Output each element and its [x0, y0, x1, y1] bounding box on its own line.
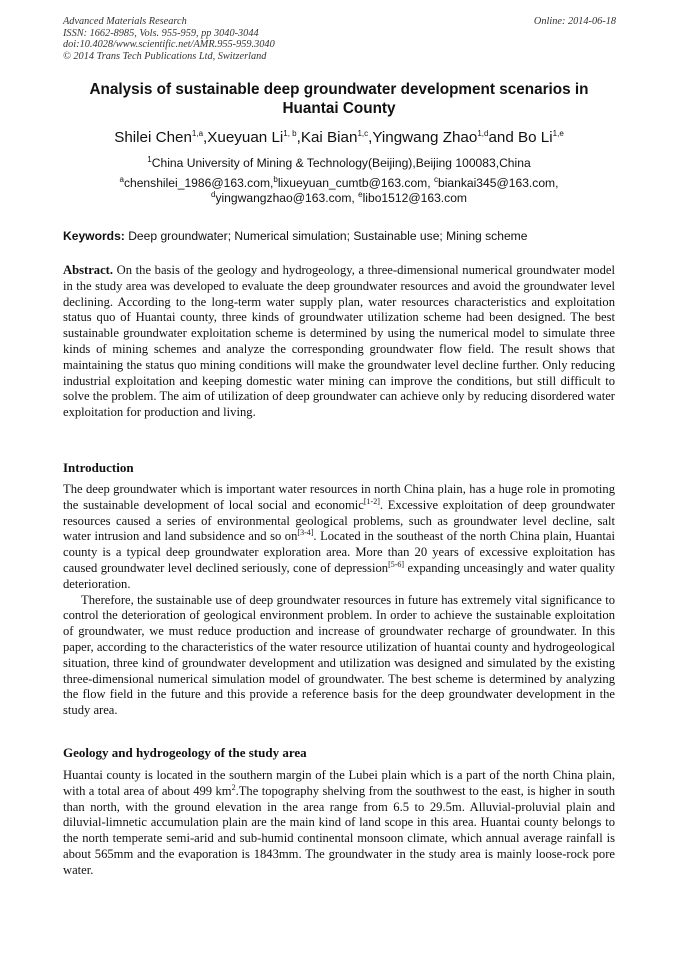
email-sup: d — [210, 189, 216, 199]
author-sup: 1,e — [552, 128, 564, 138]
paragraph-text: . Located in the southeast of the north China plain, Huantai county is a typical deep groundwater exploration area. More than 20 years of excessive exploitation has caused groundwater level declined seriously, cone of depression — [63, 529, 615, 575]
paragraph-text: expanding unceasingly and water quality deterioration. — [63, 560, 616, 591]
email-sup: b — [273, 174, 278, 184]
section-heading-geology: Geology and hydrogeology of the study area — [63, 745, 307, 760]
email-address[interactable]: yingwangzhao@163.com, — [215, 191, 359, 205]
affiliation — [63, 156, 615, 171]
email-address[interactable]: lixueyuan_cumtb@163.com, — [277, 176, 434, 190]
email-address[interactable]: libo1512@163.com — [362, 191, 468, 205]
abstract — [63, 263, 615, 421]
email-list — [63, 176, 615, 206]
keywords-label: Keywords: — [63, 229, 125, 243]
author-sup: 1,c — [357, 128, 369, 138]
citation[interactable]: [1-2] — [363, 496, 380, 506]
online-date: Online: 2014-06-18 — [533, 16, 616, 27]
geology-body — [63, 768, 615, 879]
author-last-sep: and — [488, 129, 519, 146]
email-sup: e — [358, 189, 363, 199]
citation[interactable]: [5-6] — [388, 559, 405, 569]
keywords-text: Deep groundwater; Numerical simulation; Sustainable use; Mining scheme — [124, 229, 528, 243]
paragraph-text: The deep groundwater which is important water resources in north China plain, has a huge role in promoting the sustainable development of local social and economic — [63, 482, 615, 512]
email-sup: c — [433, 174, 438, 184]
author-sup: 1, b — [283, 128, 297, 138]
affiliation-text: China University of Mining & Technology(Beijing),Beijing 100083,China — [151, 156, 531, 170]
citation[interactable]: [3-4] — [297, 528, 314, 538]
author-name: Yingwang Zhao — [372, 129, 478, 146]
author-sep: , — [368, 129, 373, 146]
author-name: Bo Li — [518, 129, 553, 146]
author-sup: 1,d — [477, 128, 489, 138]
abstract-text: On the basis of the geology and hydrogeology, a three-dimensional numerical groundwater model in the study area was developed to evaluate the deep groundwater resources and avoid the groundwater level declining. According to the long-term water supply plan, water resources characteristics and exploitation status quo of Huantai county, three kinds of groundwater utilization scheme had been designed. The best sustainable groundwater exploitation scheme is determined by using the numerical model to simulate three kinds of mining schemes and analyze the corresponding groundwater flow field. The result shows that maintaining the status quo mining conditions will make the groundwater level decline further. Only reducing industrial exploitation and keeping domestic water mining can improve the conditions, but still difficult to solve the problem. The aim of utilization of deep groundwater can achieve only by reducing disordered water exploitation for production and living. — [63, 263, 615, 420]
paper-title: Analysis of sustainable deep groundwater development scenarios in Huantai County — [89, 81, 589, 117]
paragraph — [63, 482, 615, 593]
paragraph-text: Huantai county is located in the southern margin of the Lubei plain which is a part of the north China plain, with a total area of about 499 km — [63, 768, 615, 798]
author-name: Kai Bian — [300, 129, 358, 146]
journal-name: Advanced Materials Research — [63, 16, 187, 27]
section-heading-introduction: Introduction — [63, 460, 134, 475]
author-sup: 1,a — [191, 128, 204, 138]
author-name: Shilei Chen — [114, 129, 192, 146]
paragraph — [63, 768, 615, 879]
paragraph-text: .The topography shelving from the southwest to the east, is higher in south than north, with the ground elevation in the area range from 6.5 to 29.5m. Alluvial-proluvial plain and diluvial-limnetic accumulation plain are the main kind of land scope in this area. Huantai county belongs to the north temperate semi-arid and sub-humid continental monsoon climate, which annual average rainfall is about 565mm and the evaporation is 1843mm. The groundwater in the study area is mainly loose-rock pore water. — [63, 783, 615, 877]
introduction-body — [63, 482, 615, 719]
email-address[interactable]: biankai345@163.com, — [437, 176, 559, 190]
copyright-line: © 2014 Trans Tech Publications Ltd, Switzerland — [63, 50, 267, 62]
paragraph-text: . Excessive exploitation of deep groundwater resources caused a series of environmental geological problems, such as groundwater level decline, salt water intrusion and land subsidence and so on — [63, 497, 615, 544]
keywords — [63, 229, 615, 244]
journal-header — [63, 16, 275, 62]
email-address[interactable]: chenshilei_1986@163.com, — [123, 176, 274, 190]
author-sep: , — [296, 129, 301, 146]
superscript: 2 — [231, 782, 236, 792]
issn-line: ISSN: 1662-8985, Vols. 955-959, pp 3040-3044 — [63, 27, 259, 39]
paragraph: Therefore, the sustainable use of deep groundwater resources in future has extremely vital significance to control the deterioration of geological environment problem. In order to achieve the sustainable exploitation of groundwater, we must reduce production and increase of groundwater recharge of groundwater. In this paper, according to the characteristics of the water resource utilization of huantai county and hydrogeological situation, three kind of groundwater development and utilization was designed and simulated by the existing three-dimensional numerical simulation model of groundwater. The best scheme is determined by analyzing the flow field in the future and this provide a reference basis for the deep groundwater development in the study area. — [63, 592, 615, 718]
author-list — [63, 128, 615, 147]
email-sup: a — [119, 174, 124, 184]
affiliation-sup: 1 — [147, 154, 152, 164]
abstract-label: Abstract. — [63, 263, 114, 277]
author-sep: , — [203, 129, 208, 146]
author-name: Xueyuan Li — [207, 129, 284, 146]
doi-link[interactable]: doi:10.4028/www.scientific.net/AMR.955-959.3040 — [63, 39, 275, 51]
